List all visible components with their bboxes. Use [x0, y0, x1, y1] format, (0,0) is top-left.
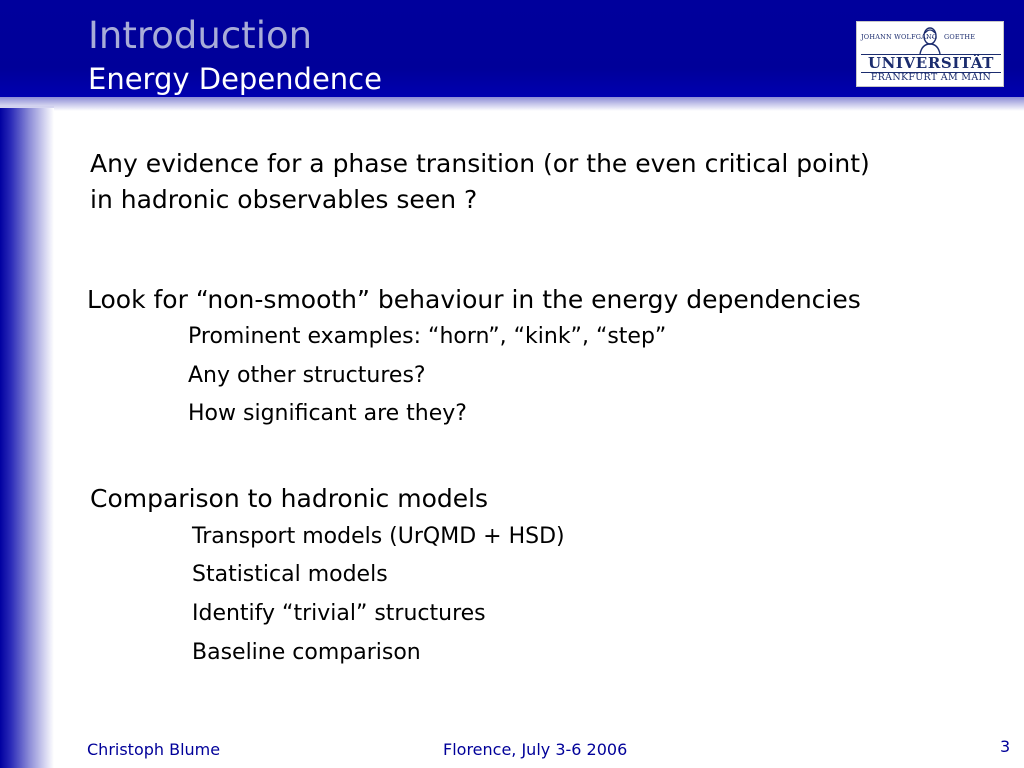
- section1-item: How significant are they?: [188, 401, 467, 426]
- question-line-2: in hadronic observables seen ?: [90, 185, 478, 214]
- section2-heading: Comparison to hadronic models: [90, 484, 489, 513]
- footer-event: Florence, July 3-6 2006: [443, 740, 628, 759]
- logo-name-right: GOETHE: [944, 33, 976, 41]
- left-gradient-bar: [0, 108, 54, 768]
- section2-item: Baseline comparison: [192, 640, 421, 665]
- logo-university: UNIVERSITÄT: [867, 54, 995, 72]
- page-number: 3: [1000, 737, 1011, 756]
- section1-item: Any other structures?: [188, 363, 426, 388]
- footer-author: Christoph Blume: [87, 740, 221, 759]
- goethe-portrait-icon: [915, 25, 945, 55]
- logo-city: FRANKFURT AM MAIN: [870, 72, 992, 83]
- logo-name-left: JOHANN WOLFGANG: [861, 33, 938, 41]
- section2-item: Transport models (UrQMD + HSD): [192, 524, 565, 549]
- question-line-1: Any evidence for a phase transition (or the even critical point): [90, 149, 870, 178]
- slide-title: Introduction: [88, 14, 313, 57]
- university-logo: [856, 21, 1004, 87]
- section1-item: Prominent examples: “horn”, “kink”, “step”: [188, 324, 667, 349]
- section2-item: Statistical models: [192, 562, 388, 587]
- header-shadow: [0, 97, 1024, 111]
- section1-heading: Look for “non-smooth” behaviour in the energy dependencies: [87, 285, 861, 314]
- slide-subtitle: Energy Dependence: [88, 62, 382, 96]
- section2-item: Identify “trivial” structures: [192, 601, 486, 626]
